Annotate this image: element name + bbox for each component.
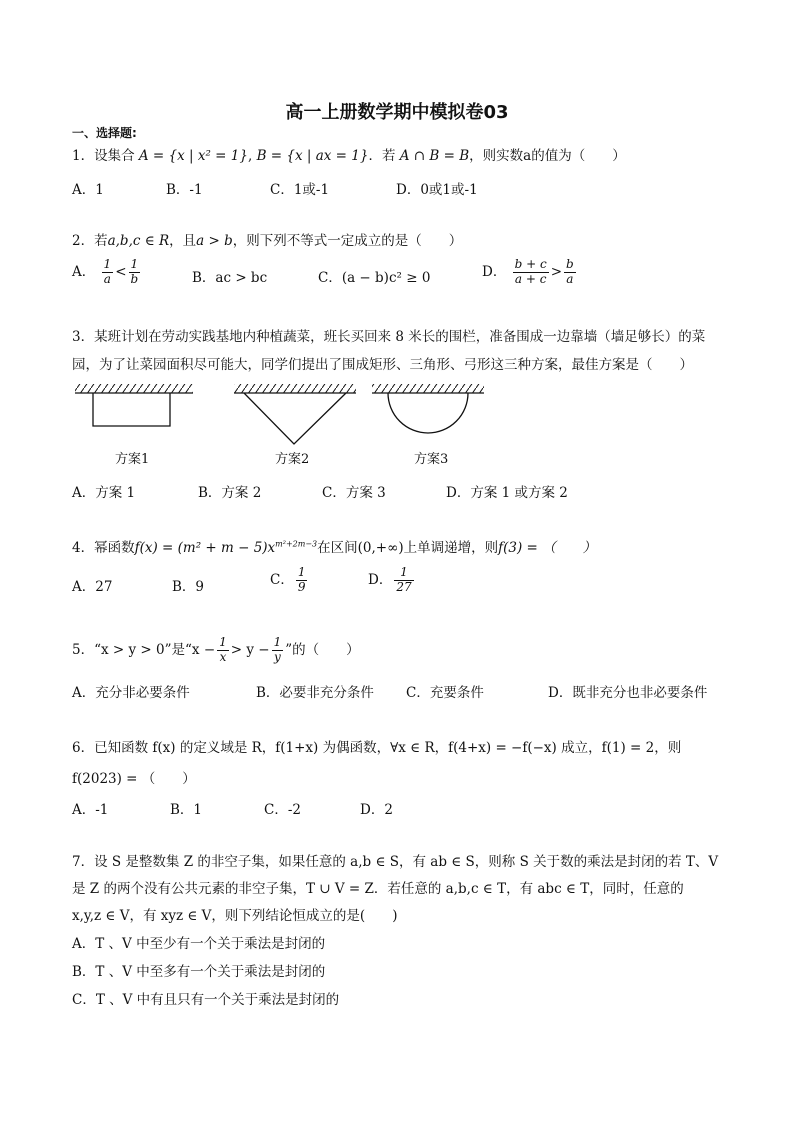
q5-prefix: 5．“x > y > 0”是“x − bbox=[72, 641, 216, 658]
numerator: 1 bbox=[273, 635, 282, 649]
numerator: 1 bbox=[103, 257, 112, 271]
denominator: a bbox=[566, 271, 574, 286]
q4-option-c-label: C． bbox=[270, 571, 294, 588]
q4-option-d-label: D． bbox=[368, 571, 393, 588]
q4-function: f(x) = (m² + m − 5)x bbox=[134, 540, 276, 556]
q6-option-c[interactable]: C．-2 bbox=[264, 802, 301, 818]
q1-option-a[interactable]: A．1 bbox=[72, 182, 104, 198]
q2-option-d-label: D． bbox=[482, 263, 507, 280]
q1-condition: A ∩ B = B bbox=[399, 148, 470, 164]
q2-middle: ，且 bbox=[169, 233, 197, 249]
question-7-line-1: 7．设 S 是整数集 Z 的非空子集，如果任意的 a,b ∈ S，有 ab ∈ S，则称 S 关于数的乘法是封闭的若 T、V bbox=[72, 854, 719, 870]
plan-2-figure bbox=[234, 384, 356, 444]
q3-option-a[interactable]: A．方案 1 bbox=[72, 485, 136, 501]
q4-prefix: 4．幂函数 bbox=[72, 540, 135, 556]
question-6-line-2: f(2023) = （ ） bbox=[72, 771, 196, 787]
fraction bbox=[296, 566, 308, 595]
q5-option-b[interactable]: B．必要非充分条件 bbox=[256, 685, 374, 701]
fraction bbox=[217, 636, 229, 665]
q6-option-d[interactable]: D．2 bbox=[360, 802, 393, 818]
q3-option-d[interactable]: D．方案 1 或方案 2 bbox=[446, 485, 568, 501]
q4-option-b[interactable]: B．9 bbox=[172, 579, 205, 595]
q4-ask: f(3) = （ ） bbox=[498, 540, 597, 556]
question-4 bbox=[72, 536, 596, 556]
q6-option-a[interactable]: A．-1 bbox=[72, 802, 109, 818]
fraction bbox=[513, 258, 549, 287]
q1-prefix: 1．设集合 bbox=[72, 148, 135, 164]
fraction bbox=[564, 258, 576, 287]
q7-option-c[interactable]: C．T 、V 中有且只有一个关于乘法是封闭的 bbox=[72, 992, 340, 1008]
denominator: a + c bbox=[514, 271, 547, 286]
q2-option-a[interactable] bbox=[72, 258, 142, 287]
numerator: 1 bbox=[394, 566, 413, 581]
question-2 bbox=[72, 229, 462, 249]
q1-option-d[interactable]: D．0或1或-1 bbox=[396, 182, 478, 198]
greater-than-sign: > bbox=[550, 263, 563, 280]
numerator: 1 bbox=[219, 635, 227, 649]
question-5 bbox=[72, 636, 360, 665]
fraction bbox=[394, 566, 413, 595]
question-3-line-2: 园，为了让菜园面积尽可能大，同学们提出了围成矩形、三角形、弓形这三种方案，最佳方案是（ ） bbox=[72, 357, 693, 373]
q2-condition-2: a > b bbox=[196, 233, 233, 249]
plan-1-caption: 方案1 bbox=[115, 452, 150, 467]
plan-3-caption: 方案3 bbox=[414, 452, 449, 467]
q2-option-d[interactable] bbox=[482, 258, 578, 287]
q2-prefix: 2．若 bbox=[72, 233, 108, 249]
denominator: y bbox=[274, 649, 281, 664]
denominator: 9 bbox=[297, 579, 306, 594]
q6-option-b[interactable]: B．1 bbox=[170, 802, 203, 818]
q1-option-b[interactable]: B．-1 bbox=[166, 182, 203, 198]
q5-option-a[interactable]: A．充分非必要条件 bbox=[72, 685, 190, 701]
less-than-sign: < bbox=[115, 263, 127, 280]
q2-option-c[interactable]: C．(a − b)c² ≥ 0 bbox=[318, 270, 431, 286]
q3-option-b[interactable]: B．方案 2 bbox=[198, 485, 262, 501]
denominator: x bbox=[219, 649, 227, 664]
fraction bbox=[129, 258, 141, 287]
question-7-line-2: 是 Z 的两个没有公共元素的非空子集，T ∪ V = Z．若任意的 a,b,c ∈ T，有 abc ∈ T，同时，任意的 bbox=[72, 881, 684, 897]
q2-option-a-label: A． bbox=[72, 263, 96, 280]
q4-option-d[interactable] bbox=[368, 566, 416, 595]
question-6-line-1: 6．已知函数 f(x) 的定义域是 R，f(1+x) 为偶函数，∀x ∈ R，f(4+x) = −f(−x) 成立，f(1) = 2，则 bbox=[72, 740, 682, 756]
plan-3-figure bbox=[372, 384, 484, 433]
numerator: 1 bbox=[129, 258, 141, 273]
fraction bbox=[272, 636, 284, 665]
numerator: b bbox=[566, 257, 574, 271]
q5-suffix: ”的（ ） bbox=[285, 641, 360, 658]
q2-suffix: ，则下列不等式一定成立的是（ ） bbox=[232, 233, 463, 249]
q4-exponent: m²+2m−3 bbox=[275, 539, 318, 549]
q4-option-a[interactable]: A．27 bbox=[72, 579, 113, 595]
fraction bbox=[102, 258, 114, 287]
q2-option-b[interactable]: B．ac > bc bbox=[192, 270, 268, 286]
q1-middle: ．若 bbox=[368, 148, 396, 164]
q1-suffix: ，则实数a的值为（ ） bbox=[469, 148, 626, 164]
q4-option-c[interactable] bbox=[270, 566, 309, 595]
q5-option-c[interactable]: C．充要条件 bbox=[406, 685, 484, 701]
denominator: 27 bbox=[396, 579, 412, 594]
q1-option-c[interactable]: C．1或-1 bbox=[270, 182, 330, 198]
plan-2-caption: 方案2 bbox=[275, 452, 310, 467]
q7-option-a[interactable]: A．T 、V 中至少有一个关于乘法是封闭的 bbox=[72, 936, 326, 952]
q7-option-b[interactable]: B．T 、V 中至多有一个关于乘法是封闭的 bbox=[72, 964, 326, 980]
question-7-line-3: x,y,z ∈ V，有 xyz ∈ V，则下列结论恒成立的是( ) bbox=[72, 908, 398, 924]
question-1: 1．设集合 A = {x | x² = 1}, B = {x | ax = 1}．若 A ∩ B = B，则实数a的值为（ ） bbox=[72, 148, 626, 164]
q3-diagram bbox=[70, 378, 500, 450]
q3-option-c[interactable]: C．方案 3 bbox=[322, 485, 386, 501]
question-3-line-1: 3．某班计划在劳动实践基地内种植蔬菜，班长买回来 8 米长的围栏，准备围成一边靠墙（墙足够长）的菜 bbox=[72, 329, 706, 345]
denominator: a bbox=[103, 271, 111, 286]
numerator: b + c bbox=[514, 257, 547, 271]
page-title: 高一上册数学期中模拟卷03 bbox=[285, 102, 509, 123]
plan-1-figure bbox=[75, 384, 193, 426]
numerator: 1 bbox=[297, 565, 306, 579]
denominator: b bbox=[130, 271, 139, 286]
q5-option-d[interactable]: D．既非充分也非必要条件 bbox=[548, 685, 708, 701]
q1-set-b: B = {x | ax = 1} bbox=[256, 148, 369, 164]
q1-set-a: A = {x | x² = 1} bbox=[138, 148, 248, 164]
q2-condition: a,b,c ∈ R bbox=[107, 233, 170, 249]
section-heading: 一、选择题: bbox=[72, 126, 137, 140]
q4-middle: 在区间(0,+∞)上单调递增，则 bbox=[317, 540, 499, 556]
q5-middle: > y − bbox=[230, 641, 270, 658]
